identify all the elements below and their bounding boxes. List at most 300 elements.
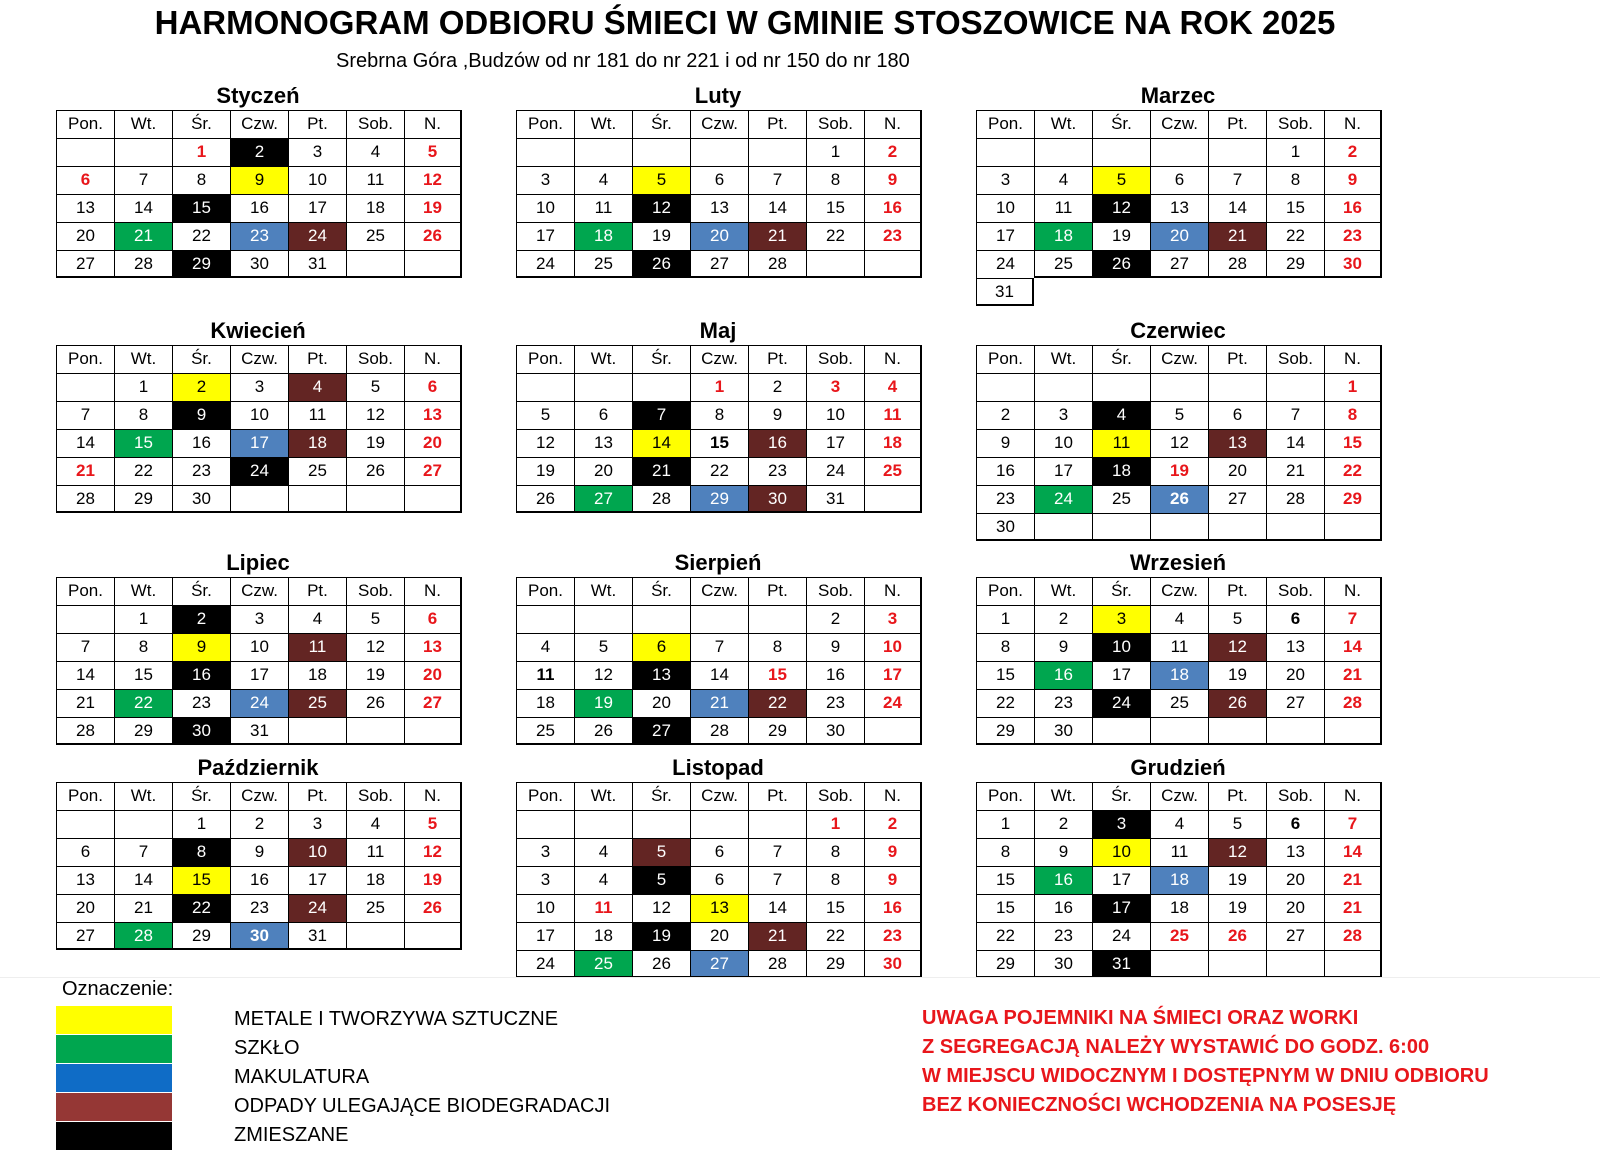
day-cell: 11 (1150, 838, 1208, 866)
day-cell-paper: 24 (230, 689, 288, 717)
day-cell: 2 (1324, 138, 1382, 166)
month-grid (56, 782, 460, 950)
day-cell: 14 (1324, 838, 1382, 866)
day-cell: 18 (346, 194, 404, 222)
day-cell-mixed: 21 (632, 457, 690, 485)
month-grid (516, 110, 920, 278)
calendar-blank (1034, 278, 1092, 306)
day-cell: 20 (1266, 866, 1324, 894)
day-cell: 26 (346, 457, 404, 485)
day-cell: 25 (1150, 922, 1208, 950)
day-cell: 27 (404, 689, 462, 717)
day-cell: 4 (574, 866, 632, 894)
day-cell: 10 (976, 194, 1034, 222)
day-cell: 3 (516, 166, 574, 194)
day-cell: 28 (748, 950, 806, 978)
legend-separator (0, 977, 1600, 978)
day-cell-empty (516, 605, 574, 633)
weekday-header: Wt. (574, 110, 632, 138)
day-cell: 19 (1208, 866, 1266, 894)
day-cell: 29 (1266, 250, 1324, 278)
day-cell: 3 (516, 866, 574, 894)
day-cell: 12 (516, 429, 574, 457)
day-cell: 23 (1034, 689, 1092, 717)
day-cell-mixed: 5 (632, 866, 690, 894)
day-cell-mixed: 30 (172, 717, 230, 745)
day-cell: 25 (1150, 689, 1208, 717)
day-cell: 22 (114, 457, 172, 485)
weekday-header: Wt. (574, 782, 632, 810)
day-cell: 25 (346, 222, 404, 250)
day-cell: 28 (56, 485, 114, 513)
day-cell: 18 (1150, 894, 1208, 922)
day-cell: 2 (864, 810, 922, 838)
day-cell-empty (864, 250, 922, 278)
day-cell-metals: 14 (632, 429, 690, 457)
day-cell-empty (748, 138, 806, 166)
day-cell-paper: 17 (230, 429, 288, 457)
day-cell: 11 (346, 166, 404, 194)
day-cell: 6 (56, 838, 114, 866)
day-cell: 11 (1150, 633, 1208, 661)
weekday-header: Czw. (230, 345, 288, 373)
day-cell: 9 (1034, 838, 1092, 866)
weekday-header: Pon. (516, 110, 574, 138)
month-calendar (976, 549, 1380, 745)
day-cell: 11 (864, 401, 922, 429)
day-cell-glass: 27 (574, 485, 632, 513)
day-cell-bio: 21 (1208, 222, 1266, 250)
day-cell: 23 (806, 689, 864, 717)
day-cell: 19 (632, 222, 690, 250)
month-calendar (976, 754, 1380, 978)
month-grid (516, 345, 920, 513)
weekday-header: Śr. (1092, 782, 1150, 810)
weekday-header: Pon. (516, 345, 574, 373)
weekday-header: N. (864, 110, 922, 138)
day-cell: 24 (864, 689, 922, 717)
day-cell-metals: 15 (172, 866, 230, 894)
day-cell: 4 (1150, 810, 1208, 838)
weekday-header: N. (404, 345, 462, 373)
day-cell: 25 (1034, 250, 1092, 278)
day-cell: 19 (1150, 457, 1208, 485)
weekday-header: Pt. (748, 345, 806, 373)
day-cell: 22 (1266, 222, 1324, 250)
month-grid (976, 577, 1380, 745)
day-cell: 30 (230, 250, 288, 278)
weekday-header: Czw. (690, 782, 748, 810)
day-cell: 8 (806, 866, 864, 894)
day-cell: 31 (288, 250, 346, 278)
day-cell: 23 (172, 457, 230, 485)
day-cell: 8 (748, 633, 806, 661)
day-cell-bio: 5 (632, 838, 690, 866)
day-cell-bio: 26 (1208, 689, 1266, 717)
weekday-header: Sob. (1266, 345, 1324, 373)
day-cell-empty (748, 605, 806, 633)
day-cell: 23 (864, 222, 922, 250)
day-cell: 7 (114, 838, 172, 866)
day-cell: 12 (346, 633, 404, 661)
day-cell-empty (1266, 513, 1324, 541)
weekday-header: Wt. (1034, 110, 1092, 138)
day-cell-paper: 23 (230, 222, 288, 250)
day-cell: 21 (1324, 866, 1382, 894)
day-cell: 24 (516, 250, 574, 278)
day-cell-empty (56, 810, 114, 838)
day-cell-empty (404, 485, 462, 513)
day-cell: 20 (404, 661, 462, 689)
day-cell-empty (404, 717, 462, 745)
day-cell: 11 (574, 894, 632, 922)
day-cell-mixed: 26 (1092, 250, 1150, 278)
day-cell: 28 (1266, 485, 1324, 513)
day-cell-empty (976, 373, 1034, 401)
day-cell: 3 (1034, 401, 1092, 429)
month-grid (516, 782, 920, 978)
day-cell: 8 (1266, 166, 1324, 194)
day-cell: 25 (346, 894, 404, 922)
day-cell-bio: 24 (288, 894, 346, 922)
day-cell: 11 (516, 661, 574, 689)
day-cell: 26 (1208, 922, 1266, 950)
day-cell: 14 (1208, 194, 1266, 222)
day-cell: 9 (976, 429, 1034, 457)
weekday-header: Czw. (1150, 577, 1208, 605)
weekday-header: Sob. (346, 110, 404, 138)
month-grid (56, 577, 460, 745)
weekday-header: Wt. (574, 345, 632, 373)
day-cell: 25 (1092, 485, 1150, 513)
day-cell-empty (230, 485, 288, 513)
day-cell: 28 (1324, 689, 1382, 717)
day-cell-glass: 18 (574, 222, 632, 250)
calendar-blank (1150, 278, 1208, 306)
legend-text-glass: SZKŁO (234, 1037, 300, 1059)
month-name: Listopad (672, 755, 764, 780)
day-cell-empty (346, 922, 404, 950)
legend-text-metals: METALE I TWORZYWA SZTUCZNE (234, 1008, 559, 1030)
day-cell: 1 (806, 810, 864, 838)
day-cell-metals: 5 (632, 166, 690, 194)
day-cell: 19 (516, 457, 574, 485)
day-cell: 19 (346, 429, 404, 457)
day-cell-empty (574, 810, 632, 838)
weekday-header: Czw. (1150, 110, 1208, 138)
day-cell-empty (1150, 373, 1208, 401)
day-cell-mixed: 8 (172, 838, 230, 866)
day-cell: 16 (1034, 894, 1092, 922)
day-cell: 17 (1092, 661, 1150, 689)
weekday-header: Wt. (1034, 577, 1092, 605)
day-cell: 12 (346, 401, 404, 429)
day-cell: 29 (114, 485, 172, 513)
weekday-header: Czw. (1150, 345, 1208, 373)
day-cell: 20 (56, 222, 114, 250)
weekday-header: Śr. (1092, 345, 1150, 373)
day-cell: 17 (516, 222, 574, 250)
day-cell: 5 (1208, 605, 1266, 633)
day-cell: 13 (1266, 838, 1324, 866)
day-cell: 16 (172, 429, 230, 457)
month-grid (976, 110, 1380, 306)
month-name: Marzec (1140, 83, 1216, 108)
weekday-header: Sob. (806, 577, 864, 605)
day-cell: 2 (976, 401, 1034, 429)
day-cell: 1 (690, 373, 748, 401)
day-cell: 13 (404, 401, 462, 429)
weekday-header: Pon. (976, 345, 1034, 373)
day-cell: 26 (404, 222, 462, 250)
day-cell: 2 (1034, 810, 1092, 838)
month-calendar (56, 317, 460, 513)
weekday-header: Pon. (56, 345, 114, 373)
weekday-header: Sob. (1266, 577, 1324, 605)
day-cell: 23 (230, 894, 288, 922)
day-cell: 6 (690, 866, 748, 894)
calendar-blank (1092, 278, 1150, 306)
weekday-header: N. (1324, 110, 1382, 138)
day-cell: 10 (516, 194, 574, 222)
weekday-header: Pt. (288, 577, 346, 605)
weekday-header: Sob. (806, 110, 864, 138)
day-cell-empty (806, 250, 864, 278)
day-cell: 31 (806, 485, 864, 513)
day-cell: 10 (806, 401, 864, 429)
day-cell: 28 (1324, 922, 1382, 950)
day-cell-mixed: 26 (632, 250, 690, 278)
day-cell-empty (574, 138, 632, 166)
day-cell: 30 (1324, 250, 1382, 278)
weekday-header: Wt. (114, 345, 172, 373)
day-cell: 8 (1324, 401, 1382, 429)
weekday-header: Sob. (346, 345, 404, 373)
day-cell: 22 (690, 457, 748, 485)
day-cell: 1 (114, 605, 172, 633)
day-cell-empty (1092, 373, 1150, 401)
weekday-header: Śr. (632, 345, 690, 373)
day-cell: 30 (864, 950, 922, 978)
day-cell-empty (864, 717, 922, 745)
day-cell: 29 (748, 717, 806, 745)
day-cell-empty (1208, 717, 1266, 745)
day-cell: 10 (1034, 429, 1092, 457)
day-cell: 25 (864, 457, 922, 485)
day-cell: 5 (516, 401, 574, 429)
day-cell: 17 (864, 661, 922, 689)
month-name: Wrzesień (1129, 550, 1227, 575)
day-cell-glass: 28 (114, 922, 172, 950)
day-cell: 1 (976, 810, 1034, 838)
day-cell-empty (632, 373, 690, 401)
day-cell-empty (1208, 373, 1266, 401)
day-cell-empty (516, 810, 574, 838)
month-calendar (516, 317, 920, 513)
day-cell: 10 (230, 633, 288, 661)
day-cell: 1 (976, 605, 1034, 633)
day-cell: 24 (516, 950, 574, 978)
day-cell: 31 (976, 278, 1034, 306)
month-name: Grudzień (1130, 755, 1226, 780)
day-cell: 25 (516, 717, 574, 745)
day-cell: 26 (574, 717, 632, 745)
weekday-header: Pt. (748, 110, 806, 138)
day-cell-paper: 18 (1150, 661, 1208, 689)
weekday-header: Śr. (632, 577, 690, 605)
day-cell: 19 (404, 866, 462, 894)
day-cell: 26 (516, 485, 574, 513)
day-cell-empty (1208, 513, 1266, 541)
day-cell-paper: 20 (1150, 222, 1208, 250)
day-cell-empty (1150, 513, 1208, 541)
day-cell-empty (516, 138, 574, 166)
day-cell: 6 (1266, 810, 1324, 838)
day-cell: 10 (230, 401, 288, 429)
day-cell-metals: 9 (172, 633, 230, 661)
day-cell: 3 (288, 810, 346, 838)
weekday-header: N. (1324, 577, 1382, 605)
day-cell: 11 (288, 401, 346, 429)
weekday-header: Wt. (574, 577, 632, 605)
day-cell: 13 (690, 194, 748, 222)
day-cell: 5 (1150, 401, 1208, 429)
day-cell-mixed: 24 (230, 457, 288, 485)
day-cell: 22 (806, 922, 864, 950)
day-cell-empty (632, 138, 690, 166)
day-cell-mixed: 19 (632, 922, 690, 950)
day-cell: 26 (632, 950, 690, 978)
day-cell-bio: 30 (748, 485, 806, 513)
day-cell: 27 (56, 922, 114, 950)
day-cell: 9 (1034, 633, 1092, 661)
day-cell: 6 (404, 605, 462, 633)
day-cell: 17 (806, 429, 864, 457)
weekday-header: Pon. (976, 577, 1034, 605)
day-cell: 20 (1266, 661, 1324, 689)
page-title: HARMONOGRAM ODBIORU ŚMIECI W GMINIE STOSZOWICE NA ROK 2025 (154, 4, 1336, 41)
day-cell: 15 (976, 894, 1034, 922)
day-cell: 4 (1034, 166, 1092, 194)
day-cell: 3 (230, 605, 288, 633)
day-cell: 29 (806, 950, 864, 978)
day-cell-bio: 24 (288, 222, 346, 250)
day-cell: 7 (1324, 605, 1382, 633)
day-cell: 19 (1208, 661, 1266, 689)
day-cell: 6 (1150, 166, 1208, 194)
day-cell: 7 (114, 166, 172, 194)
day-cell-mixed: 17 (1092, 894, 1150, 922)
day-cell-paper: 30 (230, 922, 288, 950)
day-cell-bio: 4 (288, 373, 346, 401)
weekday-header: Pon. (976, 782, 1034, 810)
day-cell: 27 (404, 457, 462, 485)
weekday-header: Śr. (172, 345, 230, 373)
day-cell-empty (1150, 717, 1208, 745)
day-cell-glass: 22 (114, 689, 172, 717)
day-cell-metals: 2 (172, 373, 230, 401)
day-cell: 17 (516, 922, 574, 950)
weekday-header: Pt. (288, 782, 346, 810)
weekday-header: Czw. (1150, 782, 1208, 810)
day-cell: 29 (976, 717, 1034, 745)
weekday-header: Śr. (1092, 577, 1150, 605)
day-cell: 16 (230, 194, 288, 222)
day-cell-empty (632, 810, 690, 838)
month-calendar (516, 82, 920, 278)
day-cell-bio: 21 (748, 222, 806, 250)
day-cell: 1 (806, 138, 864, 166)
day-cell-bio: 12 (1208, 633, 1266, 661)
weekday-header: Wt. (1034, 782, 1092, 810)
day-cell-mixed: 10 (1092, 633, 1150, 661)
weekday-header: Sob. (1266, 782, 1324, 810)
day-cell-paper: 20 (690, 222, 748, 250)
day-cell-empty (690, 605, 748, 633)
day-cell: 13 (56, 194, 114, 222)
calendar-blank (1266, 278, 1324, 306)
day-cell-empty (114, 138, 172, 166)
day-cell-bio: 13 (1208, 429, 1266, 457)
day-cell-empty (1034, 138, 1092, 166)
weekday-header: Czw. (690, 577, 748, 605)
day-cell: 30 (806, 717, 864, 745)
day-cell: 29 (114, 717, 172, 745)
day-cell: 15 (114, 661, 172, 689)
day-cell: 7 (1324, 810, 1382, 838)
month-calendar (56, 82, 460, 278)
day-cell: 20 (632, 689, 690, 717)
weekday-header: Pon. (516, 782, 574, 810)
day-cell: 16 (864, 194, 922, 222)
weekday-header: Sob. (346, 577, 404, 605)
legend-swatch-bio (56, 1093, 172, 1121)
day-cell-glass: 16 (1034, 866, 1092, 894)
day-cell: 1 (172, 138, 230, 166)
month-grid (56, 110, 460, 278)
day-cell: 19 (1208, 894, 1266, 922)
day-cell: 7 (56, 401, 114, 429)
day-cell-empty (574, 373, 632, 401)
day-cell: 13 (574, 429, 632, 457)
day-cell: 8 (690, 401, 748, 429)
day-cell: 10 (864, 633, 922, 661)
day-cell: 8 (806, 838, 864, 866)
day-cell: 20 (1266, 894, 1324, 922)
day-cell-bio: 11 (288, 633, 346, 661)
legend-swatch-mixed (56, 1122, 172, 1150)
month-calendar (56, 549, 460, 745)
day-cell: 23 (1034, 922, 1092, 950)
day-cell-empty (1092, 513, 1150, 541)
day-cell-mixed: 4 (1092, 401, 1150, 429)
day-cell-mixed: 18 (1092, 457, 1150, 485)
weekday-header: Wt. (1034, 345, 1092, 373)
day-cell-metals: 13 (690, 894, 748, 922)
day-cell-empty (1092, 138, 1150, 166)
day-cell: 4 (288, 605, 346, 633)
day-cell: 1 (1266, 138, 1324, 166)
day-cell-empty (288, 717, 346, 745)
day-cell: 4 (516, 633, 574, 661)
day-cell-empty (1208, 950, 1266, 978)
weekday-header: Wt. (114, 110, 172, 138)
weekday-header: N. (864, 345, 922, 373)
day-cell: 22 (976, 922, 1034, 950)
day-cell: 8 (976, 838, 1034, 866)
day-cell: 30 (1034, 717, 1092, 745)
day-cell-mixed: 2 (172, 605, 230, 633)
